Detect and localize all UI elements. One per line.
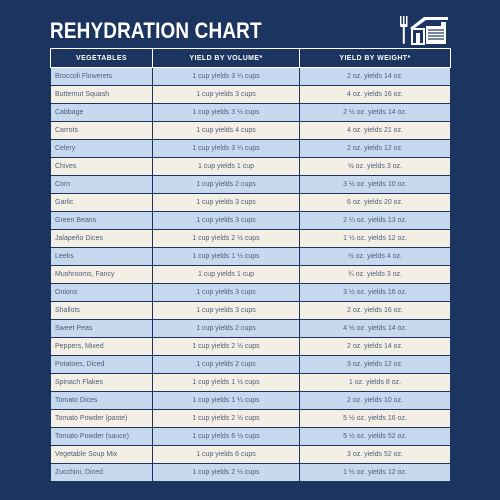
yield-weight-cell: 6 oz. yields 20 oz. xyxy=(300,194,451,212)
vegetable-cell: Butternut Squash xyxy=(51,86,153,104)
vegetable-cell: Chives xyxy=(51,158,153,176)
yield-volume-cell: 1 cup yields 3 ¼ cups xyxy=(153,140,300,158)
vegetable-cell: Tomato Powder (paste) xyxy=(51,410,153,428)
yield-volume-cell: 1 cup yields 1 ½ cups xyxy=(153,248,300,266)
table-row xyxy=(51,176,451,194)
vegetable-cell: Celery xyxy=(51,140,153,158)
header-yield-by-weight: YIELD BY WEIGHT* xyxy=(300,49,451,68)
vegetable-cell: Vegetable Soup Mix xyxy=(51,446,153,464)
vegetable-cell: Tomato Dices xyxy=(51,392,153,410)
table-header-row xyxy=(51,49,451,68)
yield-weight-cell: 2 oz. yields 16 oz. xyxy=(300,302,451,320)
table-row xyxy=(51,320,451,338)
vegetable-cell: Mushrooms, Fancy xyxy=(51,266,153,284)
yield-weight-cell: 2 oz. yields 12 oz. xyxy=(300,140,451,158)
yield-volume-cell: 1 cup yields 3 cups xyxy=(153,212,300,230)
yield-volume-cell: 1 cup yields 2 ½ cups xyxy=(153,464,300,482)
yield-weight-cell: 3 ½ oz. yields 10 oz. xyxy=(300,176,451,194)
vegetable-cell: Green Beans xyxy=(51,212,153,230)
table-row xyxy=(51,86,451,104)
table-row xyxy=(51,68,451,86)
vegetable-cell: Corn xyxy=(51,176,153,194)
table-row xyxy=(51,158,451,176)
table-row xyxy=(51,446,451,464)
yield-volume-cell: 1 cup yields 3 cups xyxy=(153,302,300,320)
yield-weight-cell: 1 ½ oz. yields 12 oz. xyxy=(300,230,451,248)
yield-volume-cell: 1 cup yields 1 ¼ cups xyxy=(153,392,300,410)
yield-volume-cell: 1 cup yields 3 cups xyxy=(153,194,300,212)
yield-volume-cell: 1 cup yields 1 ½ cups xyxy=(153,374,300,392)
yield-volume-cell: 1 cup yields 6 ½ cups xyxy=(153,428,300,446)
vegetable-cell: Jalapeño Dices xyxy=(51,230,153,248)
yield-weight-cell: 5 ½ oz. yields 52 oz. xyxy=(300,428,451,446)
yield-volume-cell: 1 cup yields 1 cup xyxy=(153,266,300,284)
table-row xyxy=(51,122,451,140)
yield-weight-cell: 2 oz. yields 14 oz. xyxy=(300,338,451,356)
yield-weight-cell: 5 ½ oz. yields 16 oz. xyxy=(300,410,451,428)
table-row xyxy=(51,356,451,374)
yield-volume-cell: 1 cup yields 6 cups xyxy=(153,446,300,464)
yield-volume-cell: 1 cup yields 2 cups xyxy=(153,176,300,194)
yield-volume-cell: 1 cup yields 3 ¼ cups xyxy=(153,68,300,86)
table-row xyxy=(51,410,451,428)
table-row xyxy=(51,428,451,446)
table-row xyxy=(51,266,451,284)
vegetable-cell: Shallots xyxy=(51,302,153,320)
yield-volume-cell: 1 cup yields 2 cups xyxy=(153,320,300,338)
yield-weight-cell: 2 ¼ oz. yields 13 oz. xyxy=(300,212,451,230)
yield-weight-cell: 3 ½ oz. yields 16 oz. xyxy=(300,284,451,302)
yield-weight-cell: 1 oz. yields 8 oz. xyxy=(300,374,451,392)
table-row xyxy=(51,248,451,266)
yield-weight-cell: ¾ oz. yields 3 oz. xyxy=(300,266,451,284)
table-row xyxy=(51,374,451,392)
vegetable-cell: Onions xyxy=(51,284,153,302)
yield-volume-cell: 1 cup yields 2 ½ cups xyxy=(153,230,300,248)
yield-weight-cell: 2 oz. yields 14 oz. xyxy=(300,68,451,86)
vegetable-cell: Carrots xyxy=(51,122,153,140)
vegetable-cell: Broccoli Flowerets xyxy=(51,68,153,86)
table-row xyxy=(51,338,451,356)
yield-weight-cell: 4 ½ oz. yields 14 oz. xyxy=(300,320,451,338)
yield-volume-cell: 1 cup yields 2 ½ cups xyxy=(153,338,300,356)
yield-weight-cell: 2 oz. yields 10 oz. xyxy=(300,392,451,410)
yield-weight-cell: 3 oz. yields 12 oz. xyxy=(300,356,451,374)
vegetable-cell: Potatoes, Diced xyxy=(51,356,153,374)
yield-volume-cell: 1 cup yields 4 cups xyxy=(153,122,300,140)
yield-volume-cell: 1 cup yields 3 ½ cups xyxy=(153,104,300,122)
vegetable-cell: Leeks xyxy=(51,248,153,266)
yield-weight-cell: 1 ½ oz. yields 12 oz. xyxy=(300,464,451,482)
yield-volume-cell: 1 cup yields 1 cup xyxy=(153,158,300,176)
vegetable-cell: Zucchini, Diced xyxy=(51,464,153,482)
vegetable-cell: Tomato Powder (sauce) xyxy=(51,428,153,446)
yield-volume-cell: 1 cup yields 2 cups xyxy=(153,356,300,374)
yield-weight-cell: ½ oz. yields 3 oz. xyxy=(300,158,451,176)
page-title: REHYDRATION CHART xyxy=(50,18,262,43)
table-row xyxy=(51,302,451,320)
table-row xyxy=(51,230,451,248)
header-vegetables: VEGETABLES xyxy=(51,49,153,68)
farmhouse-fork-logo-icon xyxy=(398,14,450,46)
yield-weight-cell: 4 oz. yields 21 oz. xyxy=(300,122,451,140)
yield-weight-cell: ½ oz. yields 4 oz. xyxy=(300,248,451,266)
vegetable-cell: Sweet Peas xyxy=(51,320,153,338)
table-row xyxy=(51,140,451,158)
table-row xyxy=(51,104,451,122)
vegetable-cell: Spinach Flakes xyxy=(51,374,153,392)
yield-volume-cell: 1 cup yields 3 cups xyxy=(153,86,300,104)
table-row xyxy=(51,194,451,212)
yield-volume-cell: 1 cup yields 2 ½ cups xyxy=(153,410,300,428)
table-row xyxy=(51,284,451,302)
rehydration-table xyxy=(50,48,451,482)
table-row xyxy=(51,392,451,410)
table-row xyxy=(51,212,451,230)
yield-volume-cell: 1 cup yields 3 cups xyxy=(153,284,300,302)
vegetable-cell: Garlic xyxy=(51,194,153,212)
header-yield-by-volume: YIELD BY VOLUME* xyxy=(153,49,300,68)
yield-weight-cell: 3 oz. yields 52 oz. xyxy=(300,446,451,464)
table-row xyxy=(51,464,451,482)
vegetable-cell: Cabbage xyxy=(51,104,153,122)
vegetable-cell: Peppers, Mixed xyxy=(51,338,153,356)
yield-weight-cell: 2 ½ oz. yields 14 oz. xyxy=(300,104,451,122)
yield-weight-cell: 4 oz. yields 16 oz. xyxy=(300,86,451,104)
